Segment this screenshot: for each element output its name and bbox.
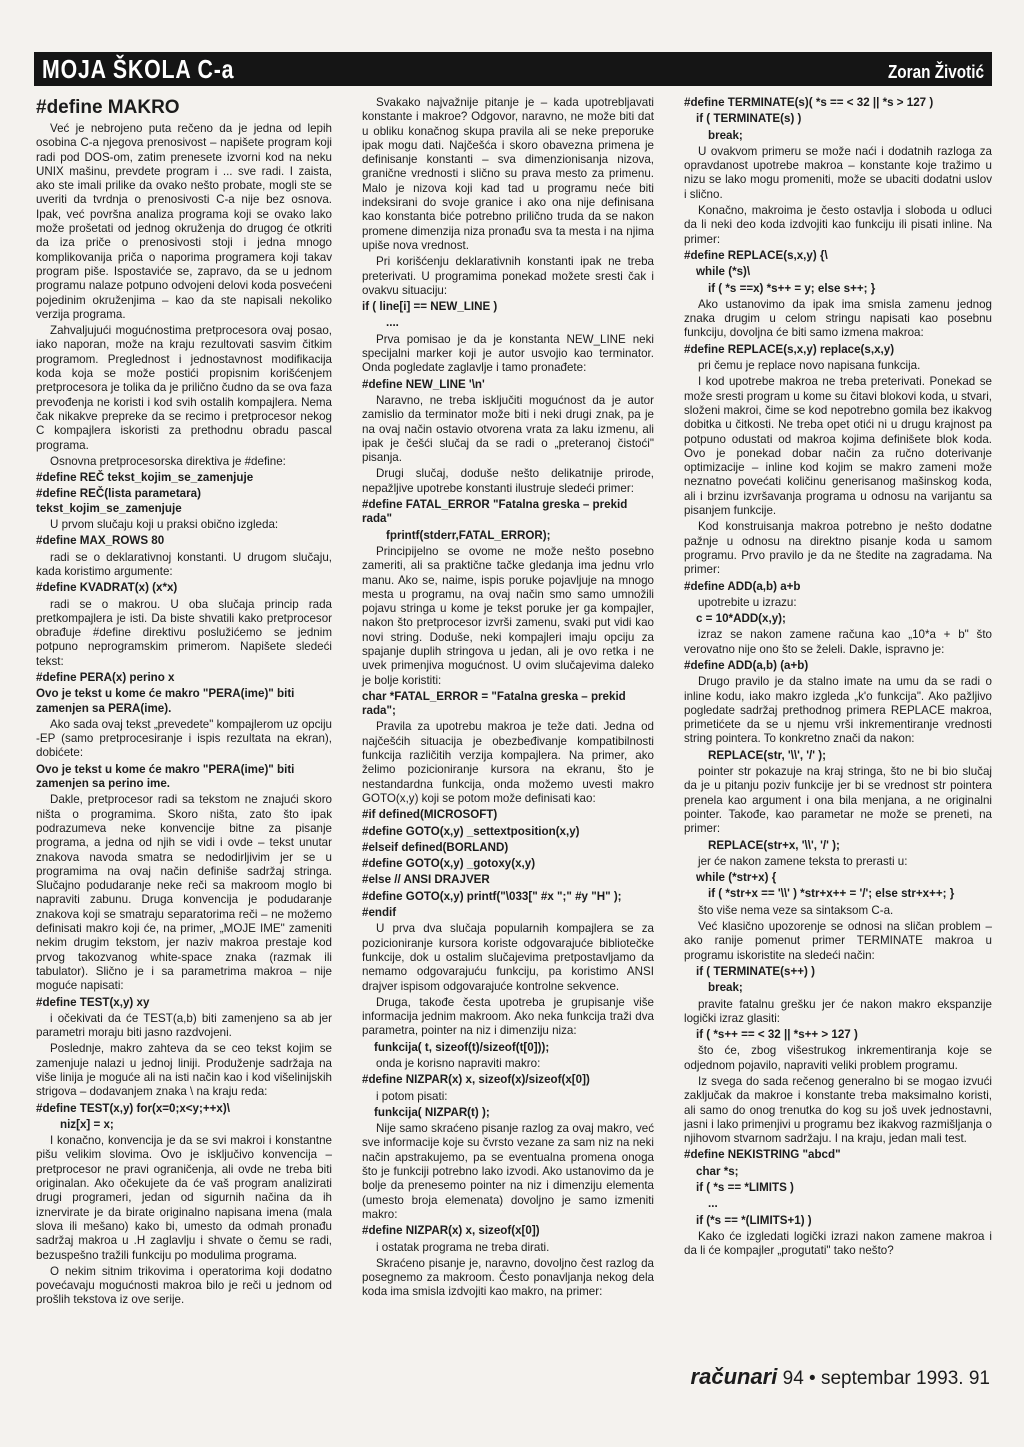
code-line: if ( TERMINATE(s++) ): [696, 964, 815, 978]
paragraph: jer će nakon zamene teksta to prerasti u:: [698, 854, 908, 868]
code-line: char *FATAL_ERROR = "Fatalna greska – prekid rada";: [362, 689, 626, 718]
paragraph: U prvom slučaju koji u praksi obično izgleda:: [50, 518, 279, 532]
code-line: #define NIZPAR(x) x, sizeof(x[0]): [362, 1224, 540, 1238]
code-line: char *s;: [696, 1164, 739, 1178]
paragraph: Druga, takođe česta upotreba je grupisanje više informacija jednim makroom. Ako neka funkcija traži dva parametra, pointer na niz i dimenziju niza:: [362, 995, 654, 1038]
paragraph: Dakle, pretprocesor radi sa tekstom ne znajući skoro ništa o programima. Skoro ništa, zato što ipak podrazumeva neke konvencije bitne za pisanje programa, a jedna od njih se vidi i ovde – tekst unutar znakova navoda smatra se nedodirljivim jer se u programima na ovaj način definiše sadržaj stringa. Slučajno podudaranje neke reči sa makroom moglo bi napraviti zabunu. Druga konvencija je podudaranje znakova koji se smatraju separatorima reči – ne možemo definisati makro koji će, na primer, „MOJE IME" zameniti nekim drugim tekstom, jer naziv makroa prestaje kod prvog takozvanog white-space znaka (razmak ili tabulator). Slično je i sa parametrima makroa – nije moguće napisati:: [36, 793, 332, 993]
text-column-2: [362, 96, 654, 1302]
code-line: #define NIZPAR(x) x, sizeof(x)/sizeof(x[0]): [362, 1073, 590, 1087]
magazine-name: računari: [690, 1364, 778, 1389]
code-line: #define FATAL_ERROR "Fatalna greska – prekid rada": [362, 498, 628, 526]
paragraph: Ako ustanovimo da ipak ima smisla zamenu jednog znaka drugim u celom stringu napisati kao posebnu funkciju, dovoljna će biti samo izmena makroa:: [684, 297, 992, 340]
paragraph: Principijelno se ovome ne može nešto posebno zameriti, ali sa praktične tačke gledanja ima jednu vrlo manu. Ako se, naime, ispis poruke pojavljuje na mnogo mesta u programu, na ovaj način smo samo umnožili pojavu stringa u kome je tekst poruke jer ga kompajler, nakon što pretprocesor izvrši zamenu, svaki put vidi kao novi string. Doduše, neki kompajleri imaju opciju za spajanje duplih stringova u jedan, ali je ovo retka i ne uvek primenjiva mogućnost. U ovim slučajevima daleko je bolje koristiti:: [362, 544, 654, 687]
code-line: #define ADD(a,b) (a+b): [684, 658, 809, 672]
page-footer: [691, 1364, 990, 1390]
issue-info: 94 • septembar 1993. 91: [782, 1368, 990, 1389]
paragraph: Ako sada ovaj tekst „prevedete" kompajlerom uz opciju -EP (samo pretprocesiranje i ispis rezultata na ekran), dobićete:: [36, 717, 332, 760]
code-line: #elseif defined(BORLAND): [362, 840, 509, 854]
paragraph: I konačno, konvencija je da se svi makroi i konstantne pišu velikim slovima. Ovo je isključivo konvencija – pretprocesor ne pravi ograničenja, ali ovde ne treba biti originalan. Ako očekujete da će vaš program analizirati drugi programeri, jedan od sigurnih načina da ih iznervirate je da birate originalno napisana imena (mala slova ili mešano) kako bi, umesto da odmah pronađu sadržaj makroa u .H zaglavlju i shvate o čemu se radi, bezuspešno tražili funkciju po modulima programa.: [36, 1134, 332, 1262]
paragraph: Pravila za upotrebu makroa je teže dati. Jedna od najčešćih situacija je obezbeđivanje kompatibilnosti funkcija različitih verzija kompajlera. Na primer, ako želimo pozicioniranje kursora na ekranu, što je nestandardna funkcija, onda možemo uvesti makro GOTO(x,y) koji se potom može definisati kao:: [362, 720, 654, 805]
column-title: MOJA ŠKOLA C-a: [42, 54, 235, 84]
code-line: if ( line[i] == NEW_LINE ): [362, 300, 498, 314]
paragraph: Naravno, ne treba isključiti mogućnost da je autor zamislio da terminator može biti i neki drugi znak, pa je na ovaj način ostavio otvorena vrata za laku izmenu, ali ipak je češći slučaj da se radi o „preteranoj čistoći" pisanja.: [362, 393, 654, 465]
code-line: Ovo je tekst u kome će makro "PERA(ime)" biti zamenjen sa PERA(ime).: [36, 687, 295, 715]
code-line: if (*s == *(LIMITS+1) ): [696, 1213, 812, 1227]
paragraph: izraz se nakon zamene računa kao „10*a + b" što verovatno nije ono što se želeli. Dakle, ispravno je:: [684, 628, 992, 656]
code-line: if ( *s == *LIMITS ): [696, 1181, 794, 1195]
paragraph: radi se o makrou. U oba slučaja princip rada pretkompajlera je isti. Da biste shvatili kako pretprocesor obrađuje #define direktivu poslužićemo se jednim potpuno neprogramskim primerom. Napišete sledeći tekst:: [36, 597, 332, 668]
code-line: #define NEKISTRING "abcd": [684, 1148, 841, 1162]
paragraph: i očekivati da će TEST(a,b) biti zamenjeno sa ab jer parametri moraju biti jasno razdvojeni.: [36, 1011, 332, 1040]
paragraph: O nekim sitnim trikovima i operatorima koji dodatno povećavaju mogućnosti makroa bilo je reči u jednom od prošlih tekstova iz ove serije.: [36, 1264, 332, 1307]
paragraph: radi se o deklarativnoj konstanti. U drugom slučaju, kada koristimo argumente:: [36, 550, 332, 578]
code-line: #define TEST(x,y) for(x=0;x<y;++x)\: [36, 1101, 230, 1115]
paragraph: Zahvaljujući mogućnostima pretprocesora ovaj posao, iako naporan, može na kraju rezultovati sasvim čitkim programom. Preglednost i jednostavnost modifikacija koda koja se može postići propisnim korišćenjem pretprocesora je tolika da je prilično čudno da se ova faza prevođenja ne koristi i kod svih ostalih kompajlera. Nema čak nikakve prepreke da se recimo i pretprocesor nekog C kompajlera iskoristi za prethodnu obradu pascal programa.: [36, 324, 332, 452]
code-line: #define GOTO(x,y) printf("\033[" #x ";" #y "H" );: [362, 889, 622, 903]
paragraph: Konačno, makroima je često ostavlja i sloboda u odluci da li neki deo koda izdvojiti kao funkciju ili pisati inline. Na primer:: [684, 204, 992, 246]
code-line: break;: [708, 981, 743, 995]
paragraph: U ovakvom primeru se može naći i dodatnih razloga za opravdanost upotrebe makroa – konstante koje tražimo u nizu se lako mogu promeniti, može se ubaciti dodatni uslov i slično.: [684, 144, 992, 201]
paragraph: i potom pisati:: [376, 1089, 448, 1103]
paragraph: Drugi slučaj, doduše nešto delikatnije prirode, nepažljive upotrebe konstanti ilustruje sledeći primer:: [362, 467, 654, 495]
code-line: #define REČ(lista parametara) tekst_kojim_se_zamenjuje: [36, 487, 201, 515]
author-name: Zoran Životić: [887, 62, 984, 82]
code-line: #define KVADRAT(x) (x*x): [36, 581, 178, 595]
paragraph: pointer str pokazuje na kraj stringa, što ne bi bio slučaj da je u pitanju poziv funkcije jer bi se vrednost str pointera prenela kao argument i ona bila menjana, a ne originalni pointer. Takođe, kao parametar ne može se preneti, na primer:: [684, 765, 992, 836]
code-line: #define MAX_ROWS 80: [36, 534, 165, 548]
paragraph: Poslednje, makro zahteva da se ceo tekst kojim se zamenjuje nalazi u jednoj liniji. Produženje sadržaja na više linija je moguće ali na isti način kao i kod višelinijskih strigova – dodavanjem znaka \ na kraju reda:: [36, 1042, 332, 1099]
code-line: while (*s)\: [696, 265, 751, 279]
code-line: #define REPLACE(s,x,y) {\: [684, 248, 828, 262]
paragraph: i ostatak programa ne treba dirati.: [376, 1240, 550, 1254]
code-line: #define PERA(x) perino x: [36, 670, 175, 684]
code-line: funkcija( NIZPAR(t) );: [374, 1105, 490, 1119]
paragraph: U prva dva slučaja popularnih kompajlera se za pozicioniranje kursora koriste odgovarajuće bibliotečke funkcije, dok u ostalim slučajevima pretpostavljamo da nemamo odgovarajuću funkciju, pa koristimo ANSI drajver ispisom odgovarajuće kontrolne sekvence.: [362, 922, 654, 993]
paragraph: Skraćeno pisanje je, naravno, dovoljno čest razlog da posegnemo za makroom. Često ponavljanja nekog dela koda ima smisla izdvojiti kao makro, na primer:: [362, 1256, 654, 1299]
code-line: #define TEST(x,y) xy: [36, 995, 150, 1009]
paragraph: Kako će izgledati logički izrazi nakon zamene makroa i da li će kompajler „progutati" tako nešto?: [684, 1229, 992, 1258]
paragraph: Nije samo skraćeno pisanje razlog za ovaj makro, već sve informacije koje su čvrsto vezane za sam niz na neki način apstrakujemo, pa se eventualna promena onoga što je funkciji potrebno lako izvodi. Ako ustanovimo da je bolje da prenesemo pointer na niz i dimenziju elementa (umesto broja elemenata) dovoljno je samo izmeniti makro:: [362, 1122, 654, 1221]
paragraph: upotrebite u izrazu:: [698, 595, 797, 609]
paragraph: Pri korišćenju deklarativnih konstanti ipak ne treba preterivati. U programima ponekad možete sresti čak i ovakvu situaciju:: [362, 255, 654, 297]
code-line: if ( TERMINATE(s) ): [696, 112, 802, 126]
paragraph: Osnovna pretprocesorska direktiva je #define:: [50, 454, 286, 468]
code-line: #define REPLACE(s,x,y) replace(s,x,y): [684, 342, 895, 356]
code-line: #define GOTO(x,y) _settextposition(x,y): [362, 824, 580, 838]
code-line: #define REČ tekst_kojim_se_zamenjuje: [36, 471, 254, 485]
code-line: if ( *str+x == '\\' ) *str+x++ = '/'; else str+x++; }: [708, 887, 955, 901]
text-column-1: [36, 96, 332, 1310]
code-line: c = 10*ADD(x,y);: [696, 612, 786, 626]
code-line: funkcija( t, sizeof(t)/sizeof(t[0]));: [374, 1040, 550, 1054]
code-line: REPLACE(str, '\\', '/' );: [708, 748, 826, 762]
paragraph: Drugo pravilo je da stalno imate na umu da se radi o inline kodu, iako makro izgleda „k'o funkcija". Ako pažljivo pogledate sadržaj prethodnog primera REPLACE makroa, primetićete da se u njemu vrši inkrementiranje vrednosti string pointera. To konkretno znači da nakon:: [684, 675, 992, 746]
code-line: #else // ANSI DRAJVER: [362, 873, 490, 887]
paragraph: što više nema veze sa sintaksom C-a.: [698, 903, 894, 917]
code-line: ...: [708, 1197, 718, 1211]
paragraph: što će, zbog višestrukog inkrementiranja koje se odjednom pojavilo, napraviti veliki problem programu.: [684, 1044, 992, 1072]
code-line: #define TERMINATE(s)( *s == < 32 || *s > 127 ): [684, 96, 934, 109]
code-line: if ( *s++ == < 32 || *s++ > 127 ): [696, 1028, 858, 1042]
article-title: #define MAKRO: [36, 97, 180, 118]
code-line: #if defined(MICROSOFT): [362, 808, 498, 822]
paragraph: Kod konstruisanja makroa potrebno je nešto dodatne pažnje u odnosu na direktno pisanje koda u samom programu. Prvo pravilo je da ne štedite na zagradama. Na primer:: [684, 520, 992, 577]
paragraph: pravite fatalnu grešku jer će nakon makro ekspanzije logički izraz glasiti:: [684, 997, 992, 1025]
paragraph: Svakako najvažnije pitanje je – kada upotrebljavati konstante i makroe? Odgovor, naravno, ne može biti dat u obliku konačnog skupa pravila ali se neke preporuke ipak mogu dati. Najčešća i skoro obavezna primena je definisanje konstanti – sva dimenzionisanja nizova, granične vrednosti i slično su prava mesto za primenu. Malo je nizova koji kad tad u programu neće biti indeksirani do svoje granice i ako ona nije definisana kao konstanta biće potrebno prilično truda da se nakon promene dimenzija niza pronađu sva ta mesta i na njima upiše nova vrednost.: [362, 96, 654, 252]
code-line: ....: [386, 316, 399, 330]
code-line: #endif: [362, 906, 397, 920]
code-line: fprintf(stderr,FATAL_ERROR);: [386, 528, 551, 542]
column-header-bar: [34, 52, 992, 86]
code-line: REPLACE(str+x, '\\', '/' );: [708, 838, 840, 852]
paragraph: I kod upotrebe makroa ne treba preterivati. Ponekad se može sresti program u kome su čitavi blokovi koda, u stvari, složeni makroi, čime se kod nepotrebno gomila bez ikakvog dobitka u čitkosti. Ne treba opet otići ni u drugu krajnost pa potpuno odustati od makroa kojima definišete blok koda. Ovo je ponekad dobar način za ručno doterivanje optimizacije – inline kod kojim se makro zameni može neznatno povećati količinu generisanog mašinskog koda, ali i brzinu izvršavanja programa u odnosu na varijantu sa pisanjem funkcije.: [684, 375, 992, 518]
code-line: #define NEW_LINE '\n': [362, 377, 485, 391]
paragraph: Već je nebrojeno puta rečeno da je jedna od lepih osobina C-a njegova prenosivost – napišete program koji radi pod DOS-om, zatim prenesete izvorni kod na neku UNIX mašinu, prevdete program i ... sve radi. I zaista, ako ste imali prilike da ovako nešto probate, mogli ste se uveriti da tvrdnja o prenosivosti C-a nije bez osnova. Ipak, već površna analiza programa koji se ovako lako može prošetati od jednog okruženja do drugog će otkriti da iza priče o prenosivosti stoji i jedna mnogo komplikovanija priča o naporima programera koji takav program piše. Ispostaviće se, zapravo, da se u jednom programu nalaze potpuno odvojeni delovi koda posvećeni pojedinim okruženjima – kao da ste napisali nekoliko verzija programa.: [36, 122, 332, 321]
code-line: if ( *s ==x) *s++ = y; else s++; }: [708, 281, 876, 295]
code-line: break;: [708, 128, 743, 142]
paragraph: Iz svega do sada rečenog generalno bi se mogao izvući zaključak da makroe i konstante treba maksimalno koristi, ali samo do onog trenutka do kog su još uvek jednostavni, jasni i lako primenjivi u programu bez ikakvog razmišljanja o njihovom stvarnom sadržaju. I na kraju, jedan mali test.: [684, 1075, 992, 1146]
paragraph: Već klasično upozorenje se odnosi na sličan problem – ako ranije pomenut primer TERMINATE makroa u programu iskoristite na sledeći način:: [684, 920, 992, 962]
paragraph: pri čemu je replace novo napisana funkcija.: [698, 359, 921, 373]
paragraph: Prva pomisao je da je konstanta NEW_LINE neki specijalni marker koji je autor usvojio kao terminator. Onda pogledate zaglavlje i tamo pronađete:: [362, 332, 654, 375]
code-line: #define GOTO(x,y) _gotoxy(x,y): [362, 857, 536, 871]
paragraph: onda je korisno napraviti makro:: [376, 1057, 541, 1070]
code-line: while (*str+x) {: [696, 871, 777, 885]
code-line: niz[x] = x;: [60, 1117, 114, 1131]
text-column-3: [684, 96, 992, 1261]
code-line: #define ADD(a,b) a+b: [684, 579, 801, 593]
code-line: Ovo je tekst u kome će makro "PERA(ime)" biti zamenjen sa perino ime.: [36, 762, 295, 791]
